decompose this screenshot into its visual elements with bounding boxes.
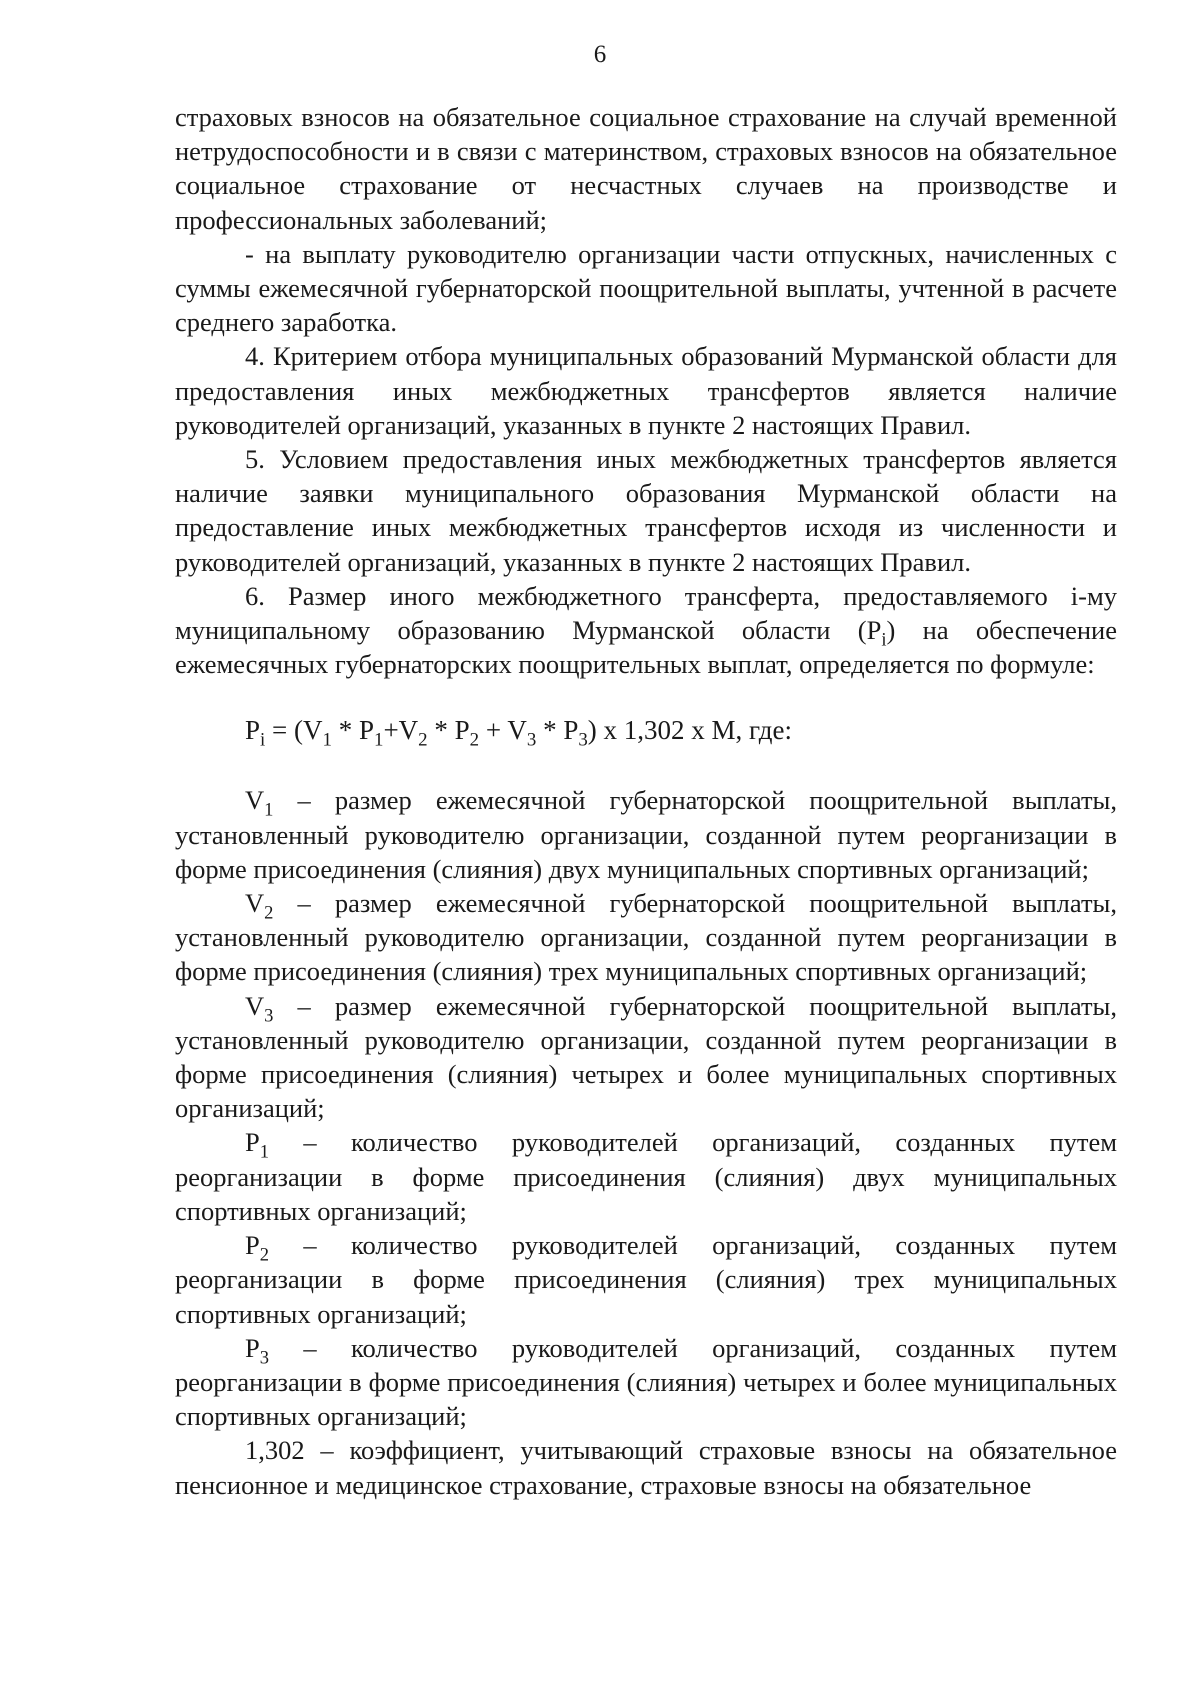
definition-v1 [175, 783, 1117, 886]
formula-part: * P [331, 715, 374, 746]
definition-symbol: P [245, 1127, 260, 1158]
document-body [175, 100, 1117, 1502]
definition-sub: 3 [264, 1004, 274, 1026]
definition-text: – количество руководителей организаций, созданных путем реорганизации в форме присоединения (слияния) двух муниципальных спортивных организаций; [175, 1127, 1117, 1226]
formula-sub: 3 [526, 729, 537, 751]
paragraph-item-6-post: ) на обеспечение ежемесячных губернаторских поощрительных выплат, определяется по формуле: [175, 615, 1117, 680]
definition-v3 [175, 989, 1117, 1126]
formula-sub: 2 [469, 729, 480, 751]
formula-part: * P [536, 715, 579, 746]
formula-sub: i [260, 729, 266, 751]
formula-part: ) x 1,302 x M, где: [587, 715, 792, 746]
definition-text: – количество руководителей организаций, созданных путем реорганизации в форме присоединения (слияния) трех муниципальных спортивных организаций; [175, 1230, 1117, 1329]
definition-v2 [175, 886, 1117, 989]
definition-p1 [175, 1125, 1117, 1228]
definition-symbol: V [245, 888, 265, 919]
definition-text: – размер ежемесячной губернаторской поощрительной выплаты, установленный руководителю организации, созданной путем реорганизации в форме присоединения (слияния) трех муниципальных спортивных организаций; [175, 888, 1117, 987]
definition-p3 [175, 1331, 1117, 1434]
definition-symbol: V [245, 785, 265, 816]
formula-sub: 1 [373, 729, 384, 751]
formula-part: +V [383, 715, 419, 746]
formula-sub: 3 [578, 729, 588, 751]
page-number: 6 [593, 41, 607, 68]
definition-sub: 2 [264, 902, 274, 924]
paragraph-vacation-payment: - на выплату руководителю организации части отпускных, начисленных с суммы ежемесячной губернаторской поощрительной выплаты, учтенной в расчете среднего заработка. [175, 238, 1117, 338]
paragraph-coefficient: 1,302 – коэффициент, учитывающий страховые взносы на обязательное пенсионное и медицинское страхование, страховые взносы на обязательное [175, 1435, 1117, 1500]
definition-text: – количество руководителей организаций, созданных путем реорганизации в форме присоединения (слияния) четырех и более муниципальных спортивных организаций; [175, 1332, 1117, 1432]
definition-text: – размер ежемесячной губернаторской поощрительной выплаты, установленный руководителю организации, созданной путем реорганизации в форме присоединения (слияния) двух муниципальных спортивных организаций; [175, 785, 1117, 884]
definition-symbol: V [245, 990, 265, 1021]
paragraph-item-6-pre: 6. Размер иного межбюджетного трансферта, предоставляемого i-му муниципальному образованию Мурманской области (P [175, 580, 1117, 646]
paragraph-item-4: 4. Критерием отбора муниципальных образований Мурманской области для предоставления иных межбюджетных трансфертов является наличие руководителей организаций, указанных в пункте 2 настоящих Правил. [175, 341, 1117, 440]
formula-part: + V [479, 715, 527, 746]
definition-text: – размер ежемесячной губернаторской поощрительной выплаты, установленный руководителю организации, созданной путем реорганизации в форме присоединения (слияния) четырех и более муниципальных спортивных организаций; [175, 990, 1117, 1124]
definition-symbol: P [245, 1332, 260, 1363]
definition-sub: 1 [259, 1141, 270, 1163]
formula-part: P [245, 715, 261, 746]
definition-sub: 2 [259, 1244, 270, 1266]
definition-p2 [175, 1228, 1117, 1331]
paragraph-insurance-continuation: страховых взносов на обязательное социальное страхование на случай временной нетрудоспособности и в связи с материнством, страховых взносов на обязательное социальное страхование от несчастных случаев на производстве и профессиональных заболеваний; [175, 102, 1117, 235]
formula-part: = (V [265, 715, 323, 746]
definition-sub: 1 [264, 799, 274, 821]
definition-sub: 3 [259, 1347, 270, 1368]
formula [175, 713, 1117, 751]
formula-sub: 2 [418, 729, 428, 751]
formula-sub: 1 [322, 729, 332, 751]
paragraph-item-5: 5. Условием предоставления иных межбюджетных трансфертов является наличие заявки муниципального образования Мурманской области на предоставление иных межбюджетных трансфертов исходя из численности и руководителей организаций, указанных в пункте 2 настоящих Правил. [175, 444, 1117, 577]
formula-part: * P [427, 715, 470, 746]
paragraph-item-6 [175, 579, 1117, 682]
definition-symbol: P [245, 1230, 260, 1261]
paragraph-item-6-sub: i [881, 629, 887, 651]
